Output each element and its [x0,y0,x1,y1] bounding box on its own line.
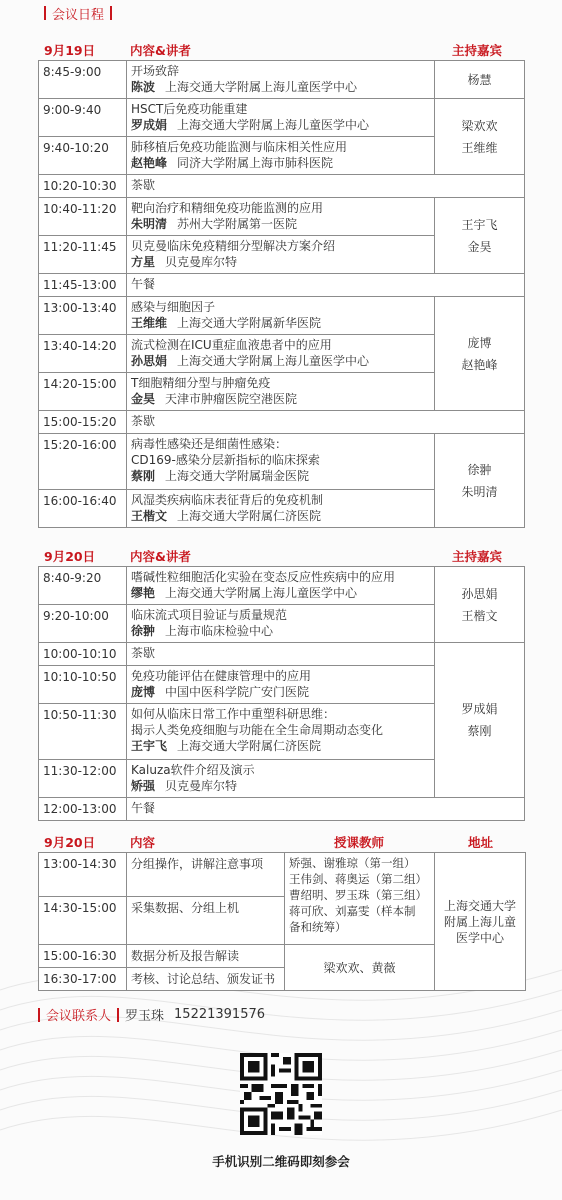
session-cell [127,297,435,335]
session-title: 病毒性感染还是细菌性感染： [131,437,288,451]
workshop-address [435,853,526,991]
session-cell [127,704,435,760]
host-name: 朱明清 [461,484,498,499]
host-cell [435,198,525,274]
session-cell [127,605,435,643]
day2-schedule-table [38,566,525,821]
session-title: 临床流式项目验证与质量规范 [131,608,288,622]
session-time: 8:40-9:20 [39,567,127,605]
day1-date: 9月19日 [44,43,96,58]
session-cell [127,236,435,274]
session-title: 茶歇 [127,643,435,666]
session-time: 9:20-10:00 [39,605,127,643]
speaker-org: 中国中医科学院广安门医院 [165,685,310,699]
session-title: 茶歇 [127,175,525,198]
speaker-name: 金昊 [131,392,156,406]
teacher-line: 矫强、谢雅琼（第一组） [289,856,416,870]
host-name: 赵艳峰 [461,357,498,372]
speaker-org: 贝克曼库尔特 [165,255,238,269]
speaker-org: 上海交通大学附属新华医院 [177,316,322,330]
speaker-name: 陈波 [131,80,156,94]
day2-header [38,544,525,564]
speaker-name: 朱明清 [131,217,168,231]
session-time: 11:45-13:00 [39,274,127,297]
title-bar-left [44,6,46,20]
session-time: 10:40-11:20 [39,198,127,236]
table-row [39,567,525,605]
session-time: 15:00-15:20 [39,411,127,434]
speaker-org: 上海交通大学附属上海儿童医学中心 [177,354,370,368]
session-cell [127,760,435,798]
session-time: 10:00-10:10 [39,643,127,666]
session-cell [127,61,435,99]
table-row [39,411,525,434]
workshop-time: 16:30-17:00 [39,968,127,991]
session-title: T细胞精细分型与肿瘤免疫 [131,376,271,390]
teacher-line: 蒋可欣、刘嘉雯（样本制 [289,904,416,918]
day1-header [38,38,525,58]
session-cell [127,666,435,704]
table-row [39,798,525,821]
speaker-org: 上海交通大学附属上海儿童医学中心 [165,586,358,600]
workshop-content: 数据分析及报告解读 [127,945,285,968]
session-time: 13:40-14:20 [39,335,127,373]
speaker-org: 贝克曼库尔特 [165,779,238,793]
speaker-org: 同济大学附属上海市肺科医院 [177,156,334,170]
host-name: 罗成娟 [461,702,498,716]
workshop-teachers-2: 梁欢欢、黄薇 [285,945,435,991]
session-title: 茶歇 [127,411,525,434]
speaker-org: 上海交通大学附属仁济医院 [177,509,322,523]
session-time: 11:30-12:00 [39,760,127,798]
table-row [39,61,525,99]
session-cell [127,137,435,175]
speaker-name: 蔡刚 [131,469,156,483]
workshop-content-header: 内容 [130,835,156,850]
teacher-line: 王伟剑、蒋奥运（第二组） [289,872,427,886]
speaker-org: 上海市临床检验中心 [165,624,274,638]
contact-bar-right [117,1008,119,1022]
session-title: HSCT后免疫功能重建 [131,102,248,116]
session-time: 12:00-13:00 [39,798,127,821]
session-time: 10:10-10:50 [39,666,127,704]
table-row [39,434,525,490]
speaker-name: 缪艳 [131,586,156,600]
contact-bar-left [38,1008,40,1022]
session-time: 13:00-13:40 [39,297,127,335]
session-time: 10:20-10:30 [39,175,127,198]
workshop-date: 9月20日 [44,835,96,850]
table-row [39,274,525,297]
speaker-name: 罗成娟 [131,118,168,132]
day1-content-header: 内容&讲者 [130,43,191,58]
speaker-org: 天津市肿瘤医院空港医院 [165,392,298,406]
session-time: 16:00-16:40 [39,490,127,528]
host-cell [435,61,525,99]
session-title-line2: 揭示人类免疫细胞与功能在全生命周期动态变化 [131,723,384,737]
host-name: 蔡刚 [467,724,492,738]
table-row [39,198,525,236]
session-title: 贝克曼临床免疫精细分型解决方案介绍 [131,239,336,253]
session-time: 9:40-10:20 [39,137,127,175]
day2-content-header: 内容&讲者 [130,549,191,564]
host-name: 王楷文 [461,608,498,623]
host-cell [435,434,525,528]
session-title-line2: CD169-感染分层新指标的临床探索 [131,453,320,467]
session-time: 8:45-9:00 [39,61,127,99]
table-row [39,643,525,666]
host-cell [435,99,525,175]
speaker-name: 赵艳峰 [131,156,168,170]
speaker-name: 徐翀 [131,624,156,638]
day2-host-header: 主持嘉宾 [452,549,503,564]
workshop-content: 采集数据、分组上机 [127,897,285,945]
host-name: 金昊 [467,239,492,254]
session-title: 嗜碱性粒细胞活化实验在变态反应性疾病中的应用 [131,570,396,584]
qr-caption: 手机识别二维码即刻参会 [212,1154,350,1169]
workshop-header [38,830,525,850]
contact-label: 会议联系人 [46,1009,112,1024]
session-cell [127,373,435,411]
speaker-name: 庞博 [131,685,156,699]
teacher-line: 曹绍明、罗玉珠（第三组） [289,888,427,902]
section-title-text: 会议日程 [52,7,105,23]
workshop-time: 13:00-14:30 [39,853,127,897]
session-cell [127,490,435,528]
section-title [38,2,118,24]
table-row [39,297,525,335]
table-row [39,99,525,137]
title-bar-right [110,6,112,20]
session-title: Kaluza软件介绍及演示 [131,763,255,777]
speaker-org: 上海交通大学附属上海儿童医学中心 [177,118,370,132]
workshop-time: 14:30-15:00 [39,897,127,945]
session-title: 午餐 [127,798,525,821]
day1-host-header: 主持嘉宾 [452,43,503,58]
address-line: 附属上海儿童 [443,914,516,929]
session-title: 开场致辞 [131,64,180,78]
host-name: 王维维 [461,140,498,155]
speaker-name: 王维维 [131,316,168,330]
teacher-line: 备和统筹） [289,920,347,934]
contact-name: 罗玉珠 [125,1009,165,1024]
session-cell [127,434,435,490]
session-cell [127,99,435,137]
session-title: 肺移植后免疫功能监测与临床相关性应用 [131,140,348,154]
address-line: 上海交通大学 [443,898,516,913]
session-time: 11:20-11:45 [39,236,127,274]
session-time: 14:20-15:00 [39,373,127,411]
speaker-name: 孙思娟 [131,354,168,368]
speaker-name: 方星 [131,255,156,269]
host-cell [435,567,525,643]
workshop-content: 分组操作，讲解注意事项 [127,853,285,897]
contact-phone: 15221391576 [174,1007,266,1022]
session-title: 感染与细胞因子 [131,300,216,314]
host-cell [435,643,525,798]
host-name: 王宇飞 [461,217,498,232]
table-row [39,175,525,198]
speaker-name: 矫强 [131,779,156,793]
host-name: 梁欢欢 [461,118,498,133]
host-name: 杨慧 [467,72,492,87]
session-time: 10:50-11:30 [39,704,127,760]
workshop-address-header: 地址 [468,835,494,850]
table-row [39,853,526,897]
workshop-teacher-header: 授课教师 [334,835,385,850]
session-cell [127,567,435,605]
day2-date: 9月20日 [44,549,96,564]
workshop-teachers-group [285,853,435,945]
host-name: 徐翀 [467,462,492,477]
speaker-org: 上海交通大学附属上海儿童医学中心 [165,80,358,94]
session-time: 15:20-16:00 [39,434,127,490]
speaker-name: 王楷文 [131,509,168,523]
speaker-org: 上海交通大学附属瑞金医院 [165,469,310,483]
qr-code[interactable] [240,1053,322,1135]
session-time: 9:00-9:40 [39,99,127,137]
session-title: 如何从临床日常工作中重塑科研思维： [131,707,336,721]
address-line: 医学中心 [455,930,504,945]
speaker-org: 上海交通大学附属仁济医院 [177,739,322,753]
workshop-content: 考核、讨论总结、颁发证书 [127,968,285,991]
workshop-table [38,852,526,991]
session-cell [127,335,435,373]
session-title: 免疫功能评估在健康管理中的应用 [131,669,312,683]
session-title: 午餐 [127,274,525,297]
speaker-org: 苏州大学附属第一医院 [177,217,298,231]
host-cell [435,297,525,411]
session-title: 流式检测在ICU重症血液患者中的应用 [131,338,332,352]
host-name: 庞博 [467,335,492,350]
session-cell [127,198,435,236]
contact-line [38,1005,265,1024]
speaker-name: 王宇飞 [131,739,168,753]
session-title: 风湿类疾病临床表征背后的免疫机制 [131,493,324,507]
session-title: 靶向治疗和精细免疫功能监测的应用 [131,201,324,215]
host-name: 孙思娟 [461,586,498,601]
workshop-time: 15:00-16:30 [39,945,127,968]
day1-schedule-table [38,60,525,528]
